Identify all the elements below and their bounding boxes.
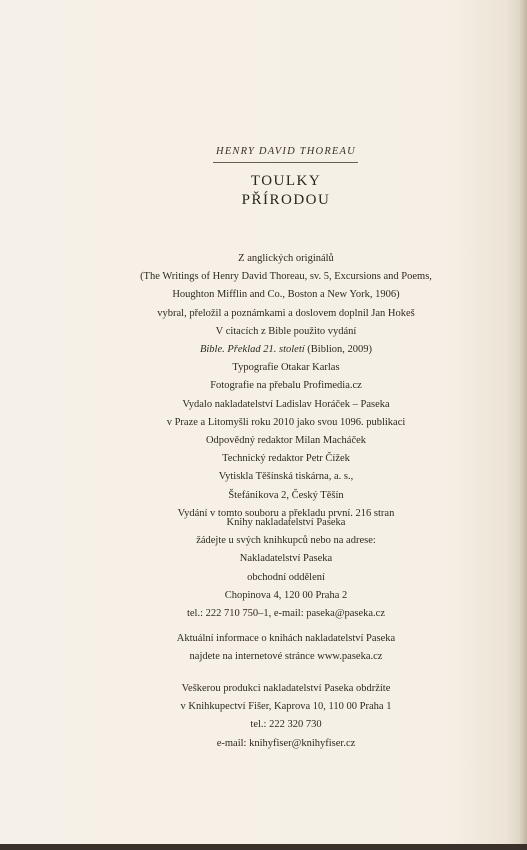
info-line: Aktuální informace o knihách nakladatelství Paseka (176, 633, 396, 644)
info-website-line: najdete na internetové stránce www.paseka.cz (189, 651, 383, 663)
title-rule (213, 162, 358, 163)
colophon-line: Fotografie na přebalu Profimedia.cz (210, 380, 362, 392)
distribution-email-line: e-mail: knihyfiser@knihyfiser.cz (216, 737, 356, 749)
colophon-line: Odpovědný redaktor Milan Macháček (205, 435, 367, 447)
author-name: HENRY DAVID THOREAU (216, 146, 356, 157)
ordering-line: žádejte u svých knihkupců nebo na adrese: (196, 535, 376, 547)
colophon-line: V citacích z Bible použito vydání (215, 325, 357, 337)
info-block (0, 630, 527, 666)
ordering-line: Chopinova 4, 120 00 Praha 2 (224, 589, 348, 601)
ordering-contact-line: tel.: 222 710 750–1, e-mail: paseka@paseka.cz (186, 608, 386, 620)
ordering-line: Nakladatelství Paseka (239, 553, 333, 565)
page-bottom-edge (0, 844, 527, 850)
title-line-1: TOULKY (250, 173, 322, 189)
colophon-line: Vytiskla Těšínská tiskárna, a. s., (218, 471, 354, 483)
distribution-block (0, 680, 527, 753)
colophon-line: Houghton Mifflin and Co., Boston a New York, 1906) (172, 289, 400, 301)
bible-edition-title: Bible. Překlad 21. století (199, 344, 305, 356)
ordering-line: Knihy nakladatelství Paseka (226, 517, 346, 528)
colophon-line: Z anglických originálů (238, 253, 334, 264)
ordering-line: obchodní oddělení (247, 571, 325, 583)
colophon-line: Vydalo nakladatelství Ladislav Horáček – Paseka (182, 398, 390, 410)
colophon-line: v Praze a Litomyšli roku 2010 jako svou 1096. publikaci (166, 416, 406, 428)
distribution-phone-line: tel.: 222 320 730 (250, 719, 322, 731)
bible-edition-line (0, 341, 527, 359)
title-line-2: PŘÍRODOU (241, 192, 331, 208)
colophon-line: vybral, přeložil a poznámkami a doslovem doplnil Jan Hokeš (157, 307, 415, 319)
colophon-line: Štefánikova 2, Český Těšín (228, 489, 344, 501)
ordering-block (0, 514, 527, 623)
colophon-line: Technický redaktor Petr Čížek (222, 453, 350, 465)
colophon-line: (The Writings of Henry David Thoreau, sv. 5, Excursions and Poems, (140, 271, 432, 283)
colophon-line: Vydání v tomto souboru a překladu první. 216 stran (177, 507, 395, 519)
distribution-line: v Knihkupectví Fišer, Kaprova 10, 110 00 Praha 1 (180, 701, 392, 713)
bible-edition-publisher: (Biblion, 2009) (304, 344, 373, 356)
distribution-line: Veškerou produkci nakladatelství Paseka obdržíte (181, 683, 391, 694)
colophon-line: Typografie Otakar Karlas (232, 362, 340, 374)
colophon-block (0, 250, 527, 523)
